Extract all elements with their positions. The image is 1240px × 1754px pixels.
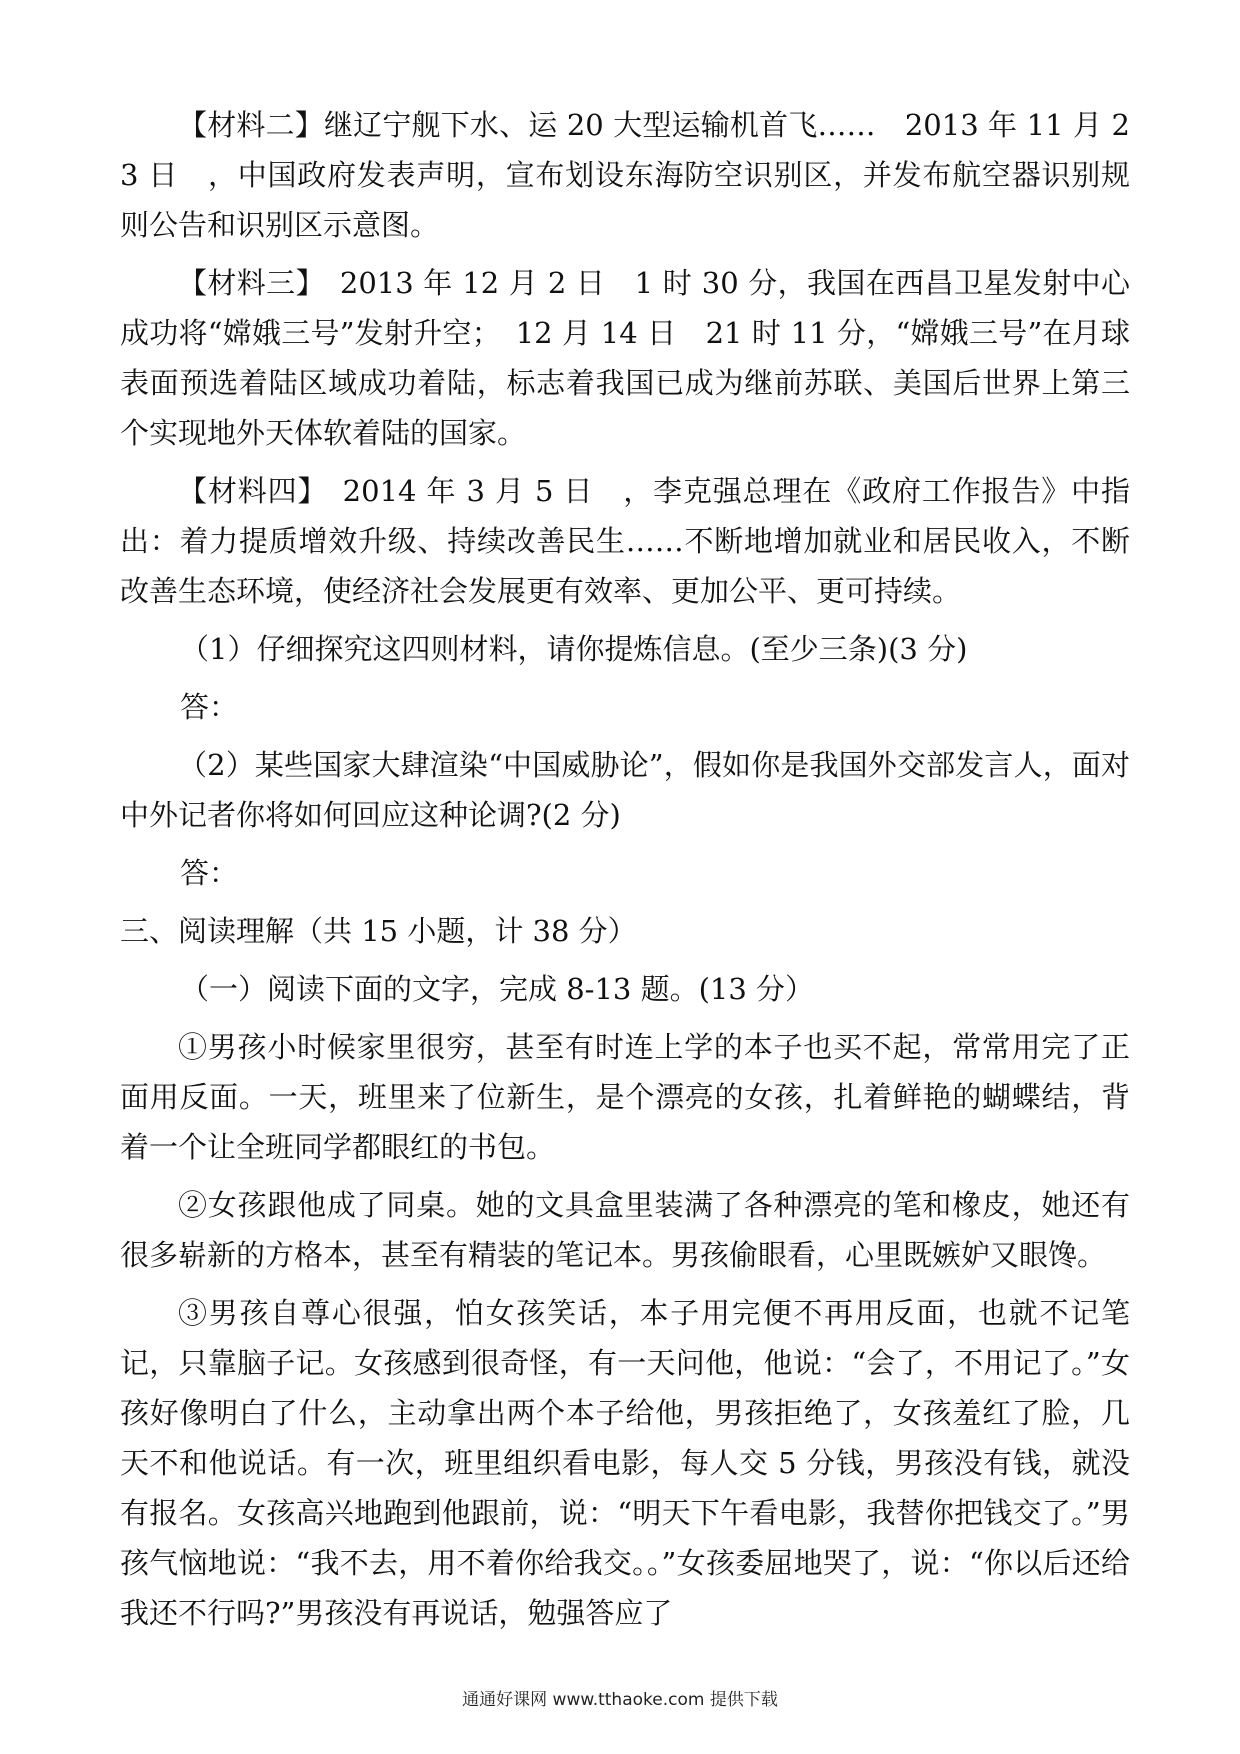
story-paragraph-3: ③男孩自尊心很强，怕女孩笑话，本子用完便不再用反面，也就不记笔记，只靠脑子记。女孩感到很奇怪，有一天问他，他说：“会了，不用记了。”女孩好像明白了什么，主动拿出两个本子给他，男孩拒绝了，女孩羞红了脸，几天不和他说话。有一次，班里组织看电影，每人交 5 分钱，男孩没有钱，就没有报名。女孩高兴地跑到他跟前，说：“明天下午看电影，我替你把钱交了。”男孩气恼地说：“我不去，用不着你给我交。。”女孩委屈地哭了，说：“你以后还给我还不行吗?”男孩没有再说话，勉强答应了 [120, 1296, 1130, 1630]
section-heading: 三、阅读理解（共 15 小题，计 38 分） [120, 914, 637, 948]
story-paragraph-1: ①男孩小时候家里很穷，甚至有时连上学的本子也买不起，常常用完了正面用反面。一天，班里来了位新生，是个漂亮的女孩，扎着鲜艳的蝴蝶结，背着一个让全班同学都眼红的书包。 [120, 1030, 1130, 1164]
question-2: （2）某些国家大肆渲染“中国威胁论”，假如你是我国外交部发言人，面对中外记者你将如何回应这种论调?(2 分) [120, 748, 1130, 832]
document-page [120, 100, 1130, 1646]
page-footer: 通通好课网 www.tthaoke.com 提供下载 [462, 1690, 778, 1710]
material-2-paragraph: 【材料二】继辽宁舰下水、运 20 大型运输机首飞…… 2013 年 11 月 23 日 ，中国政府发表声明，宣布划设东海防空识别区，并发布航空器识别规则公告和识别区示意图。 [120, 108, 1130, 242]
answer-1-label: 答： [180, 690, 239, 724]
story-paragraph-2: ②女孩跟他成了同桌。她的文具盒里装满了各种漂亮的笔和橡皮，她还有很多崭新的方格本，甚至有精装的笔记本。男孩偷眼看，心里既嫉妒又眼馋。 [120, 1188, 1130, 1272]
subsection-heading: （一）阅读下面的文字，完成 8-13 题。(13 分） [180, 972, 815, 1006]
material-4-paragraph: 【材料四】 2014 年 3 月 5 日 ，李克强总理在《政府工作报告》中指出：着力提质增效升级、持续改善民生……不断地增加就业和居民收入，不断改善生态环境，使经济社会发展更有效率、更加公平、更可持续。 [120, 474, 1130, 608]
material-3-paragraph: 【材料三】 2013 年 12 月 2 日 1 时 30 分，我国在西昌卫星发射中心成功将“嫦娥三号”发射升空； 12 月 14 日 21 时 11 分，“嫦娥三号”在月球表面预选着陆区域成功着陆，标志着我国已成为继前苏联、美国后世界上第三个实现地外天体软着陆的国家。 [120, 266, 1130, 450]
question-1: （1）仔细探究这四则材料，请你提炼信息。(至少三条)(3 分) [180, 632, 968, 666]
answer-2-label: 答： [180, 856, 239, 890]
